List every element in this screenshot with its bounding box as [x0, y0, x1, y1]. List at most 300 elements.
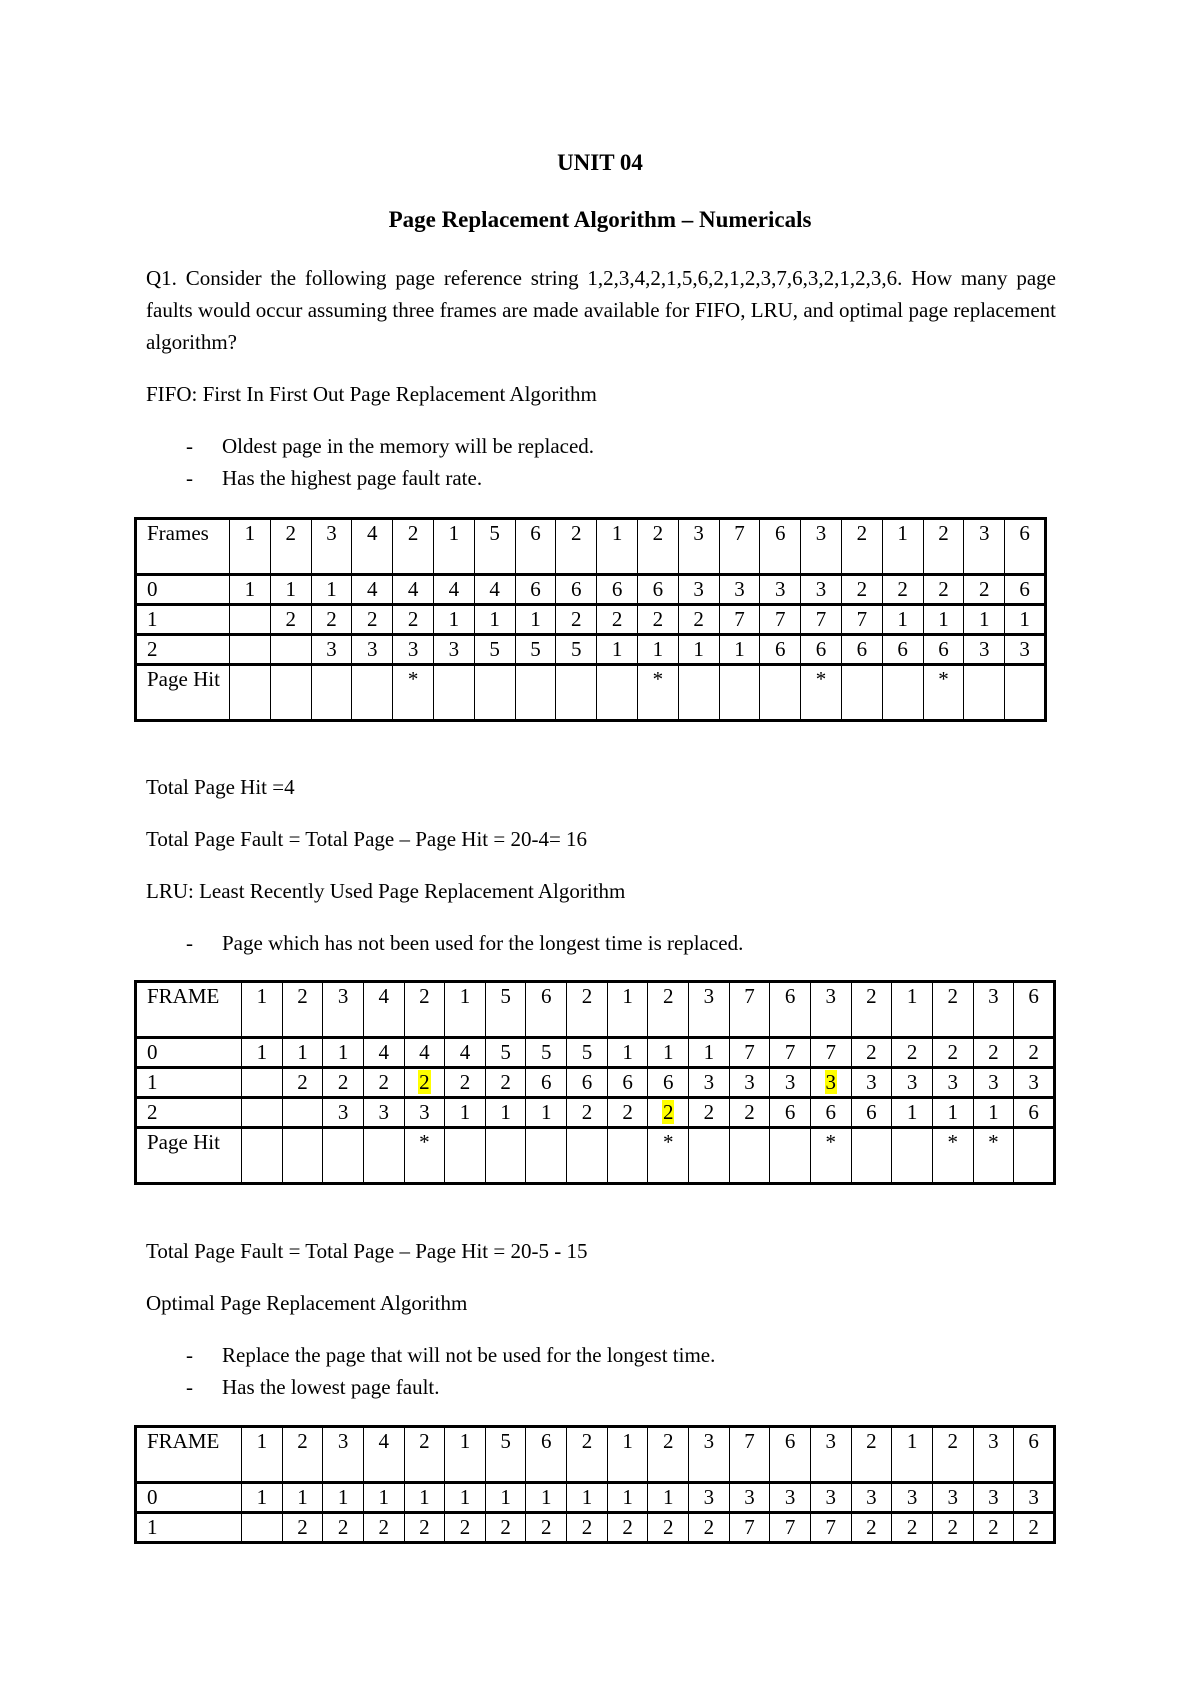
frame-cell: 1 [515, 605, 556, 635]
frame-cell: 5 [485, 1038, 526, 1068]
frame-cell: 6 [556, 575, 597, 605]
reference-cell: 2 [932, 1427, 973, 1483]
frame-cell: 1 [445, 1483, 486, 1513]
reference-cell: 1 [597, 519, 638, 575]
frame-cell: 1 [964, 605, 1005, 635]
frame-cell: 4 [352, 575, 393, 605]
reference-cell: 6 [770, 982, 811, 1038]
reference-cell: 2 [404, 1427, 445, 1483]
hit-cell: * [973, 1128, 1014, 1184]
frame-cell: 3 [404, 1098, 445, 1128]
reference-cell: 6 [1014, 1427, 1055, 1483]
frame-cell: 1 [445, 1098, 486, 1128]
reference-row [136, 1427, 1055, 1483]
frame-cell: 3 [729, 1068, 770, 1098]
hit-cell [1014, 1128, 1055, 1184]
frame-cell: 7 [770, 1038, 811, 1068]
reference-cell: 4 [352, 519, 393, 575]
row-label: FRAME [136, 982, 242, 1038]
hit-cell: * [801, 665, 842, 721]
frame-cell: 2 [567, 1513, 608, 1543]
reference-cell: 1 [242, 982, 283, 1038]
reference-cell: 2 [282, 1427, 323, 1483]
frame-cell: 2 [892, 1038, 933, 1068]
frame-cell: 1 [637, 635, 678, 665]
hit-cell [242, 1128, 283, 1184]
frame-cell: 3 [323, 1098, 364, 1128]
frame-cell: 2 [882, 575, 923, 605]
reference-cell: 1 [607, 982, 648, 1038]
frame-cell: 1 [973, 1098, 1014, 1128]
frame-cell: 2 [923, 575, 964, 605]
reference-cell: 1 [882, 519, 923, 575]
page-title: Page Replacement Algorithm – Numericals [388, 207, 812, 232]
frame-row [136, 1483, 1055, 1513]
frame-cell: 7 [810, 1513, 851, 1543]
frame-cell: 5 [556, 635, 597, 665]
reference-cell: 3 [973, 982, 1014, 1038]
frame-cell: 2 [485, 1068, 526, 1098]
frame-cell: 2 [363, 1513, 404, 1543]
frame-cell: 2 [932, 1513, 973, 1543]
frame-cell: 5 [515, 635, 556, 665]
frame-cell: 6 [637, 575, 678, 605]
frame-cell [270, 635, 311, 665]
reference-cell: 6 [515, 519, 556, 575]
frame-cell: 3 [363, 1098, 404, 1128]
frame-cell: 1 [607, 1483, 648, 1513]
frame-cell: 4 [433, 575, 474, 605]
frame-cell: 2 [973, 1513, 1014, 1543]
frame-cell: 7 [719, 605, 760, 635]
unit-title: UNIT 04 [557, 150, 643, 175]
hit-cell [445, 1128, 486, 1184]
frame-cell: 3 [932, 1068, 973, 1098]
frame-row [136, 605, 1046, 635]
frame-cell: 4 [404, 1038, 445, 1068]
reference-cell: 3 [689, 1427, 730, 1483]
hit-cell [230, 665, 271, 721]
row-label: 0 [136, 1038, 242, 1068]
reference-cell: 3 [801, 519, 842, 575]
frame-cell: 2 [964, 575, 1005, 605]
reference-cell: 3 [964, 519, 1005, 575]
frame-cell: 3 [973, 1068, 1014, 1098]
frame-cell: 7 [729, 1038, 770, 1068]
page-hit-row [136, 1128, 1055, 1184]
reference-cell: 6 [770, 1427, 811, 1483]
frame-cell: 2 [556, 605, 597, 635]
frame-cell: 3 [729, 1483, 770, 1513]
frame-cell [810, 1068, 851, 1098]
frame-cell: 6 [607, 1068, 648, 1098]
frame-cell: 6 [810, 1098, 851, 1128]
frame-cell: 1 [597, 635, 638, 665]
frame-cell: 2 [445, 1513, 486, 1543]
frame-cell: 6 [801, 635, 842, 665]
hit-cell [556, 665, 597, 721]
hit-cell [282, 1128, 323, 1184]
frame-cell: 2 [892, 1513, 933, 1543]
reference-cell: 3 [311, 519, 352, 575]
reference-cell: 2 [282, 982, 323, 1038]
frame-cell: 3 [719, 575, 760, 605]
frame-cell: 1 [648, 1483, 689, 1513]
frame-cell: 3 [892, 1483, 933, 1513]
frame-cell: 3 [964, 635, 1005, 665]
row-label: Page Hit [136, 1128, 242, 1184]
frame-cell: 3 [770, 1068, 811, 1098]
hit-cell: * [648, 1128, 689, 1184]
frame-row [136, 1038, 1055, 1068]
reference-cell: 2 [270, 519, 311, 575]
frame-cell: 1 [923, 605, 964, 635]
page-hit-row [136, 665, 1046, 721]
frame-cell: 2 [973, 1038, 1014, 1068]
frame-cell [242, 1068, 283, 1098]
frame-cell: 1 [1005, 605, 1046, 635]
hit-cell [433, 665, 474, 721]
frame-cell: 1 [242, 1483, 283, 1513]
reference-cell: 6 [526, 1427, 567, 1483]
reference-cell: 2 [923, 519, 964, 575]
frame-cell: 2 [841, 575, 882, 605]
hit-cell: * [404, 1128, 445, 1184]
lru-bullet-1-text: Page which has not been used for the longest time is replaced. [222, 931, 744, 955]
reference-cell: 1 [242, 1427, 283, 1483]
frame-cell: 3 [892, 1068, 933, 1098]
frame-cell: 3 [678, 575, 719, 605]
reference-row [136, 982, 1055, 1038]
frame-cell: 3 [932, 1483, 973, 1513]
frame-cell: 7 [770, 1513, 811, 1543]
frame-cell: 1 [242, 1038, 283, 1068]
frame-cell: 1 [485, 1483, 526, 1513]
frame-cell: 2 [851, 1513, 892, 1543]
frame-cell: 3 [311, 635, 352, 665]
hit-cell [851, 1128, 892, 1184]
row-label: 2 [136, 1098, 242, 1128]
fifo-total-fault: Total Page Fault = Total Page – Page Hit = 20-4= 16 [146, 827, 588, 851]
hit-cell: * [923, 665, 964, 721]
hit-cell [270, 665, 311, 721]
frame-cell: 6 [760, 635, 801, 665]
frame-cell: 7 [810, 1038, 851, 1068]
reference-cell: 3 [678, 519, 719, 575]
row-label: 0 [136, 575, 230, 605]
frame-cell: 1 [526, 1483, 567, 1513]
reference-cell: 6 [760, 519, 801, 575]
hit-cell: * [810, 1128, 851, 1184]
hit-cell [474, 665, 515, 721]
hit-cell [607, 1128, 648, 1184]
frame-cell: 2 [851, 1038, 892, 1068]
frame-cell: 1 [270, 575, 311, 605]
frame-cell: 6 [851, 1098, 892, 1128]
frame-cell [230, 635, 271, 665]
frame-cell: 1 [719, 635, 760, 665]
reference-cell: 3 [323, 1427, 364, 1483]
frame-cell: 5 [526, 1038, 567, 1068]
frame-cell: 1 [311, 575, 352, 605]
frame-cell: 1 [485, 1098, 526, 1128]
frame-cell: 2 [323, 1068, 364, 1098]
reference-cell: 1 [433, 519, 474, 575]
frame-cell: 2 [282, 1068, 323, 1098]
frame-cell: 2 [932, 1038, 973, 1068]
reference-cell: 1 [607, 1427, 648, 1483]
row-label: 1 [136, 1068, 242, 1098]
frame-cell: 2 [1014, 1513, 1055, 1543]
row-label: Frames [136, 519, 230, 575]
frame-cell: 7 [729, 1513, 770, 1543]
reference-cell: 5 [485, 982, 526, 1038]
frame-cell: 6 [841, 635, 882, 665]
row-label: 1 [136, 605, 230, 635]
row-label: 0 [136, 1483, 242, 1513]
hit-cell [892, 1128, 933, 1184]
frame-cell: 6 [923, 635, 964, 665]
reference-cell: 1 [230, 519, 271, 575]
frame-cell: 2 [352, 605, 393, 635]
frame-row [136, 635, 1046, 665]
frame-cell: 3 [393, 635, 434, 665]
frame-cell: 2 [445, 1068, 486, 1098]
hit-cell [323, 1128, 364, 1184]
frame-cell: 1 [567, 1483, 608, 1513]
reference-cell: 7 [719, 519, 760, 575]
frame-cell: 3 [1005, 635, 1046, 665]
reference-cell: 2 [567, 1427, 608, 1483]
highlighted-value: 3 [825, 1070, 837, 1094]
frame-cell: 6 [1005, 575, 1046, 605]
frame-cell: 1 [678, 635, 719, 665]
reference-cell: 6 [526, 982, 567, 1038]
frame-cell: 1 [689, 1038, 730, 1068]
frame-cell: 2 [404, 1513, 445, 1543]
highlighted-value: 2 [419, 1070, 430, 1094]
frame-cell: 3 [810, 1483, 851, 1513]
row-label: 2 [136, 635, 230, 665]
frame-cell: 2 [607, 1098, 648, 1128]
fifo-table [134, 517, 1047, 722]
optimal-bullet-1-text: Replace the page that will not be used for the longest time. [222, 1343, 716, 1367]
reference-cell: 3 [810, 1427, 851, 1483]
frame-cell: 1 [932, 1098, 973, 1128]
frame-cell: 3 [689, 1483, 730, 1513]
reference-cell: 2 [841, 519, 882, 575]
frame-cell: 2 [689, 1513, 730, 1543]
fifo-total-hit: Total Page Hit =4 [146, 775, 295, 799]
frame-cell: 2 [607, 1513, 648, 1543]
fifo-bullet-1-text: Oldest page in the memory will be replaced. [222, 434, 595, 458]
reference-cell: 2 [851, 1427, 892, 1483]
reference-cell: 6 [1014, 982, 1055, 1038]
frame-cell: 3 [851, 1483, 892, 1513]
reference-cell: 1 [892, 1427, 933, 1483]
frame-cell: 1 [526, 1098, 567, 1128]
question-text: Q1. Consider the following page reference string 1,2,3,4,2,1,5,6,2,1,2,3,7,6,3,2,1,2,3,6. How many page faults would occur assuming three frames are made available for FIFO, LRU, and optimal page replacement algorithm? [146, 266, 1056, 354]
hit-cell: * [932, 1128, 973, 1184]
frame-cell [404, 1068, 445, 1098]
frame-cell: 7 [841, 605, 882, 635]
frame-cell: 3 [1014, 1483, 1055, 1513]
frame-cell: 3 [770, 1483, 811, 1513]
frame-cell: 1 [607, 1038, 648, 1068]
frame-cell: 4 [474, 575, 515, 605]
frame-cell: 2 [393, 605, 434, 635]
reference-cell: 1 [892, 982, 933, 1038]
reference-cell: 3 [810, 982, 851, 1038]
frame-cell: 2 [270, 605, 311, 635]
hit-cell [964, 665, 1005, 721]
frame-cell: 2 [597, 605, 638, 635]
hit-cell [515, 665, 556, 721]
frame-cell: 6 [597, 575, 638, 605]
frame-cell: 6 [648, 1068, 689, 1098]
frame-cell: 5 [474, 635, 515, 665]
reference-cell: 2 [851, 982, 892, 1038]
frame-cell: 6 [770, 1098, 811, 1128]
frame-cell [242, 1098, 283, 1128]
optimal-bullet-2-text: Has the lowest page fault. [222, 1375, 440, 1399]
fifo-bullet-2-text: Has the highest page fault rate. [222, 466, 483, 490]
reference-cell: 4 [363, 982, 404, 1038]
row-label: Page Hit [136, 665, 230, 721]
frame-cell: 2 [729, 1098, 770, 1128]
frame-cell: 3 [433, 635, 474, 665]
frame-cell: 1 [282, 1483, 323, 1513]
reference-cell: 1 [445, 982, 486, 1038]
frame-row [136, 1513, 1055, 1543]
frame-cell: 2 [485, 1513, 526, 1543]
hit-cell [770, 1128, 811, 1184]
hit-cell [841, 665, 882, 721]
frame-cell: 2 [526, 1513, 567, 1543]
highlighted-value: 2 [662, 1100, 674, 1124]
frame-cell: 3 [851, 1068, 892, 1098]
frame-cell: 2 [311, 605, 352, 635]
frame-cell: 3 [352, 635, 393, 665]
frame-cell: 1 [882, 605, 923, 635]
frame-cell: 4 [445, 1038, 486, 1068]
hit-cell [567, 1128, 608, 1184]
frame-cell: 2 [648, 1513, 689, 1543]
lru-total-fault: Total Page Fault = Total Page – Page Hit = 20-5 - 15 [146, 1239, 588, 1263]
hit-cell [352, 665, 393, 721]
frame-cell: 3 [689, 1068, 730, 1098]
frame-cell: 2 [363, 1068, 404, 1098]
frame-cell: 5 [567, 1038, 608, 1068]
frame-cell [648, 1098, 689, 1128]
frame-cell: 3 [801, 575, 842, 605]
frame-cell: 6 [515, 575, 556, 605]
frame-cell: 1 [433, 605, 474, 635]
hit-cell [882, 665, 923, 721]
frame-cell: 6 [1014, 1098, 1055, 1128]
frame-cell: 1 [323, 1483, 364, 1513]
frame-cell: 3 [760, 575, 801, 605]
frame-row [136, 1098, 1055, 1128]
reference-cell: 5 [474, 519, 515, 575]
frame-cell [242, 1513, 283, 1543]
frame-cell: 2 [282, 1513, 323, 1543]
hit-cell [760, 665, 801, 721]
lru-heading: LRU: Least Recently Used Page Replacement Algorithm [146, 879, 626, 903]
reference-cell: 3 [973, 1427, 1014, 1483]
frame-cell: 1 [363, 1483, 404, 1513]
reference-cell: 1 [445, 1427, 486, 1483]
reference-row [136, 519, 1046, 575]
frame-cell: 1 [404, 1483, 445, 1513]
frame-cell [282, 1098, 323, 1128]
frame-cell: 3 [973, 1483, 1014, 1513]
reference-cell: 2 [404, 982, 445, 1038]
reference-cell: 7 [729, 982, 770, 1038]
frame-cell: 7 [801, 605, 842, 635]
frame-cell: 1 [282, 1038, 323, 1068]
reference-cell: 2 [648, 1427, 689, 1483]
frame-cell: 4 [393, 575, 434, 605]
frame-cell: 2 [323, 1513, 364, 1543]
frame-cell [230, 605, 271, 635]
hit-cell [597, 665, 638, 721]
lru-table [134, 980, 1056, 1185]
frame-cell: 1 [892, 1098, 933, 1128]
reference-cell: 3 [689, 982, 730, 1038]
hit-cell [311, 665, 352, 721]
document-page: UNIT 04 Page Replacement Algorithm – Numericals Q1. Consider the following page reference string 1,2,3,4,2,1,5,6,2,1,2,3,7,6,3,2,1,2,3,6. How many page faults would occur assuming three frames are made available for FIFO, LRU, and optimal page replacement algorithm? FIFO: First In First Out Page Replacement Algorithm - Oldest page in the memory will be replaced. - Has the highest page fault rate. Frames 1 2 3 4 2 1 5 6 2 1 2 3 7 6 3 2 1 2 3 6 0 1 1 1 4 4 4 4 6 6 6 6 3 3 3 3 2 2 2 2 6 1 2 2 2 2 1 1 1 2 2 2 2 7 7 7 7 1 1 1 1 2 3 3 3 3 5 5 5 1 1 1 1 6 6 6 6 6 3 3 Page Hit * * * * Total Page Hit =4 Total Page Fault = Total Page – Page Hit = 20-4= 16 LRU: Least Recently Used Page Replacement Algorithm - Page which has not been used for the longest time is replaced. FRAME 1 2 3 4 2 1 5 6 2 1 2 3 7 6 3 2 1 2 3 6 0 1 1 1 4 4 4 5 5 5 1 1 1 7 7 7 2 2 2 2 2 1 2 2 2 2 2 2 6 6 6 6 3 3 3 3 3 3 3 3 3 2 3 3 3 1 1 1 2 2 2 2 2 6 6 6 1 1 1 6 Page Hit * * * * * Total Page Fault = Total Page – Page Hit = 20-5 - 15 Optimal Page Replacement Algorithm - Replace the page that will not be used for the longest time. - Has the lowest page fault. FRAME 1 2 3 4 2 1 5 6 2 1 2 3 7 6 3 2 1 2 3 6 0 1 1 1 1 1 1 1 1 1 1 1 3 3 3 3 3 3 3 3 3 1 2 2 2 2 2 2 2 2 2 2 2 7 7 7 2 2 2 2 2 [0, 0, 1200, 1698]
reference-cell: 2 [393, 519, 434, 575]
frame-cell: 1 [474, 605, 515, 635]
frame-cell: 6 [526, 1068, 567, 1098]
hit-cell: * [393, 665, 434, 721]
hit-cell [729, 1128, 770, 1184]
reference-cell: 2 [932, 982, 973, 1038]
hit-cell [485, 1128, 526, 1184]
reference-cell: 4 [363, 1427, 404, 1483]
hit-cell: * [637, 665, 678, 721]
frame-cell: 4 [363, 1038, 404, 1068]
optimal-table [134, 1425, 1056, 1544]
frame-cell: 3 [1014, 1068, 1055, 1098]
reference-cell: 2 [556, 519, 597, 575]
frame-cell: 6 [882, 635, 923, 665]
hit-cell [1005, 665, 1046, 721]
reference-cell: 5 [485, 1427, 526, 1483]
row-label: FRAME [136, 1427, 242, 1483]
optimal-heading: Optimal Page Replacement Algorithm [146, 1291, 468, 1315]
frame-cell: 6 [567, 1068, 608, 1098]
frame-cell: 2 [1014, 1038, 1055, 1068]
reference-cell: 2 [567, 982, 608, 1038]
frame-cell: 1 [648, 1038, 689, 1068]
reference-cell: 3 [323, 982, 364, 1038]
hit-cell [719, 665, 760, 721]
hit-cell [363, 1128, 404, 1184]
frame-cell: 2 [567, 1098, 608, 1128]
fifo-heading: FIFO: First In First Out Page Replacement Algorithm [146, 382, 597, 406]
frame-cell: 1 [230, 575, 271, 605]
frame-cell: 1 [323, 1038, 364, 1068]
frame-cell: 2 [689, 1098, 730, 1128]
row-label: 1 [136, 1513, 242, 1543]
frame-row [136, 1068, 1055, 1098]
reference-cell: 2 [637, 519, 678, 575]
hit-cell [526, 1128, 567, 1184]
reference-cell: 6 [1005, 519, 1046, 575]
reference-cell: 2 [648, 982, 689, 1038]
